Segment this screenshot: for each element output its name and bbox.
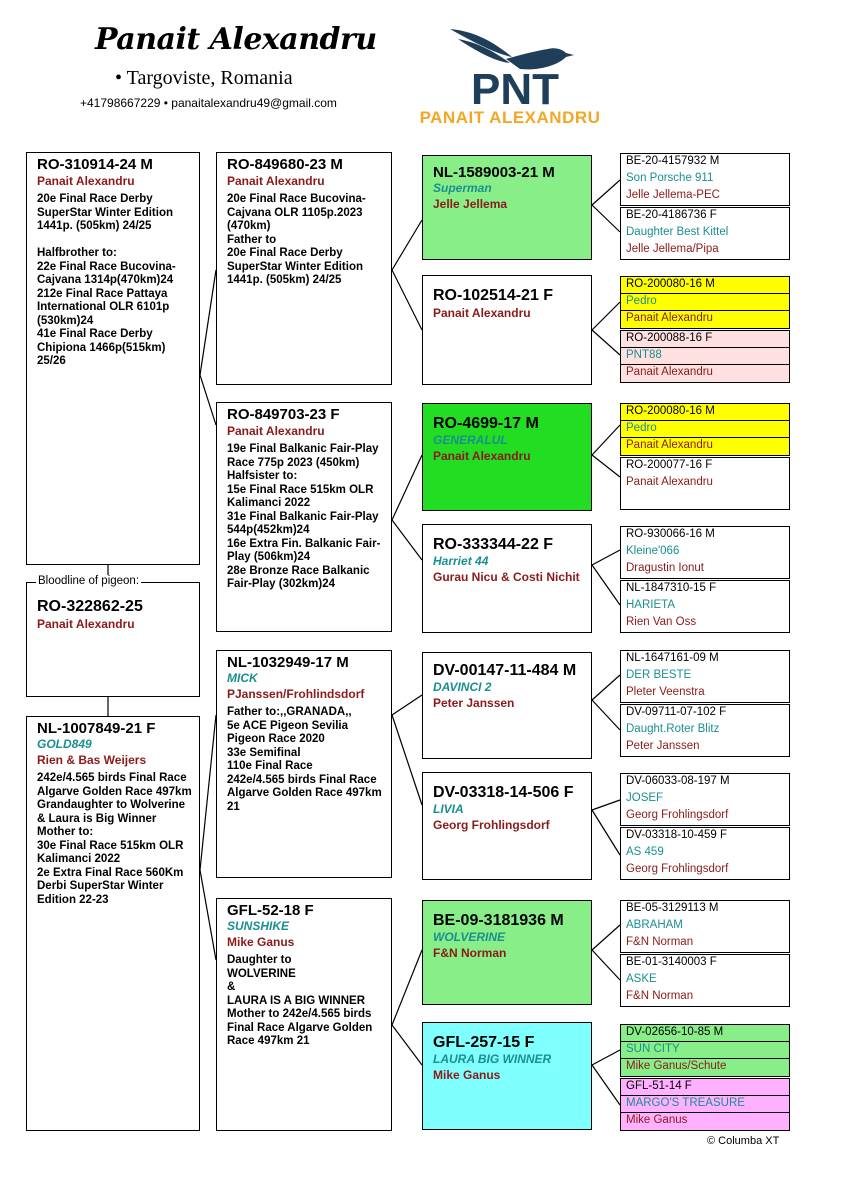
g4-card[interactable] <box>620 207 790 260</box>
dam-dam-card[interactable] <box>216 898 392 1131</box>
g4-owner: Rien Van Oss <box>626 616 697 628</box>
g3-ring: RO-4699-17 M <box>433 415 539 432</box>
sire-card[interactable] <box>216 152 392 385</box>
logo-text: PNT <box>471 65 559 107</box>
g2-ring: RO-849680-23 M <box>227 156 343 173</box>
g4-name: JOSEF <box>626 792 664 804</box>
g4-ring: RO-200080-16 M <box>621 277 789 294</box>
subject-pigeon-card[interactable] <box>26 152 200 565</box>
g4-name: DER BESTE <box>626 669 692 681</box>
subject-ring: RO-310914-24 M <box>37 156 153 173</box>
g4-card[interactable] <box>620 773 790 826</box>
g4-name <box>621 492 789 509</box>
g3-owner: F&N Norman <box>433 946 507 960</box>
g4-name: Pedro <box>621 421 789 438</box>
g3-card[interactable] <box>422 155 592 260</box>
g2-info: Daughter to WOLVERINE & LAURA IS A BIG WINNER Mother to 242e/4.565 birds Final Race Algarve Golden Race 497km 21 <box>227 954 373 1047</box>
g3-ring: DV-00147-11-484 M <box>433 662 577 679</box>
g3-card[interactable] <box>422 652 592 759</box>
g4-card[interactable] <box>620 580 790 633</box>
logo-wordmark: PANAIT ALEXANDRU <box>419 108 601 127</box>
g4-card[interactable] <box>620 526 790 579</box>
dam-owner: Rien & Bas Weijers <box>37 753 147 767</box>
g4-name: Kleine'066 <box>626 545 680 557</box>
g2-info: Father to:,,GRANADA,, 5e ACE Pigeon Sevilia Pigeon Race 2020 33e Semifinal 110e Final Race 242e/4.565 birds Final Race Algarve Golden Race 497km 21 <box>227 706 382 813</box>
g4-name: Daught.Roter Blitz <box>626 723 720 735</box>
g4-name: MARGO'S TREASURE <box>621 1096 789 1113</box>
dam-name: GOLD849 <box>37 737 92 751</box>
g3-card[interactable] <box>422 524 592 633</box>
g3-ring: BE-09-3181936 M <box>433 912 564 929</box>
dam-pigeon-card[interactable] <box>26 716 200 1131</box>
g3-name: Harriet 44 <box>433 554 489 568</box>
g4-ring: BE-20-4157932 M <box>626 155 720 167</box>
bloodline-legend: Bloodline of pigeon: <box>38 575 140 587</box>
g4-ring: DV-03318-10-459 F <box>626 829 728 841</box>
g3-owner: Peter Janssen <box>433 696 515 710</box>
g4-card[interactable] <box>620 276 790 329</box>
breeder-name: Panait Alexandru <box>95 22 377 57</box>
g2-ring: GFL-52-18 F <box>227 902 314 919</box>
g3-card[interactable] <box>422 1022 592 1130</box>
g4-card[interactable] <box>620 827 790 880</box>
g2-owner: Panait Alexandru <box>227 174 325 188</box>
g4-card[interactable] <box>620 704 790 757</box>
g4-ring: DV-09711-07-102 F <box>626 706 727 718</box>
bloodline-ring: RO-322862-25 <box>37 598 143 615</box>
g4-owner: Panait Alexandru <box>626 312 713 324</box>
g4-owner: Mike Ganus/Schute <box>626 1060 727 1072</box>
g3-owner: Jelle Jellema <box>433 197 508 211</box>
dam-info: 242e/4.565 birds Final Race Algarve Golden Race 497km Grandaughter to Wolverine & Laura is Big Winner Mother to: 30e Final Race 515km OLR Kalimanci 2022 2e Extra Final Race 560Km Derbi SuperStar Winter Edition 22-23 <box>37 772 192 906</box>
g4-card[interactable] <box>620 650 790 703</box>
g3-name: DAVINCI 2 <box>433 680 492 694</box>
sire-dam-card[interactable] <box>216 402 392 632</box>
g4-card[interactable] <box>620 900 790 953</box>
g3-owner: Georg Frohlingsdorf <box>433 818 550 832</box>
g2-ring: RO-849703-23 F <box>227 406 340 423</box>
g4-ring: BE-05-3129113 M <box>626 902 719 914</box>
g3-card[interactable] <box>422 275 592 385</box>
g4-card[interactable] <box>620 403 790 456</box>
g3-card[interactable] <box>422 772 592 880</box>
g3-card[interactable] <box>422 403 592 511</box>
g4-name: SUN CITY <box>621 1042 789 1059</box>
g4-ring: GFL-51-14 F <box>621 1079 789 1096</box>
g4-name: Son Porsche 911 <box>626 172 714 184</box>
g3-card[interactable] <box>422 900 592 1005</box>
breeder-location: • Targoviste, Romania <box>115 67 293 89</box>
g4-name: HARIETA <box>626 599 675 611</box>
g3-owner: Panait Alexandru <box>433 449 531 463</box>
g3-name: WOLVERINE <box>433 930 506 944</box>
footer-credit: © Columba XT <box>707 1135 780 1147</box>
g3-ring: NL-1589003-21 M <box>433 164 555 181</box>
bloodline-card[interactable] <box>26 582 200 697</box>
g4-owner: Dragustin Ionut <box>626 562 704 574</box>
g2-name: MICK <box>227 671 258 685</box>
g4-ring: RO-930066-16 M <box>626 528 715 540</box>
g3-name: GENERALUL <box>433 433 508 447</box>
g4-owner: Panait Alexandru <box>626 366 713 378</box>
g4-card[interactable] <box>620 457 790 510</box>
g4-owner: Pleter Veenstra <box>626 686 705 698</box>
g3-name: LAURA BIG WINNER <box>433 1052 552 1066</box>
g4-card[interactable] <box>620 954 790 1007</box>
g4-ring: DV-06033-08-197 M <box>626 775 730 787</box>
subject-info: 20e Final Race Derby SuperStar Winter Edition 1441p. (505km) 24/25 Halfbrother to: 22e Final Race Bucovina-Cajvana 1314p(470km)24 212e Final Race Pattaya International OLR 6101p (530km)24 41e Final Race Derby Chipiona 1466p(515km) 25/26 <box>37 193 176 367</box>
g2-name: SUNSHIKE <box>227 919 290 933</box>
g4-owner: Panait Alexandru <box>626 439 713 451</box>
g4-ring: BE-20-4186736 F <box>626 209 717 221</box>
g4-ring: BE-01-3140003 F <box>626 956 717 968</box>
g4-ring: RO-200077-16 F <box>626 459 713 471</box>
g4-owner: Jelle Jellema/Pipa <box>626 243 719 255</box>
dam-sire-card[interactable] <box>216 650 392 878</box>
subject-owner: Panait Alexandru <box>37 174 135 188</box>
g4-owner: Jelle Jellema-PEC <box>626 189 720 201</box>
dam-ring: NL-1007849-21 F <box>37 720 156 737</box>
g3-name: Superman <box>433 181 492 195</box>
g4-owner: F&N Norman <box>626 936 694 948</box>
g2-ring: NL-1032949-17 M <box>227 654 349 671</box>
g4-owner: Georg Frohlingsdorf <box>626 809 729 821</box>
g4-name: ASKE <box>626 973 657 985</box>
g4-owner: Mike Ganus <box>626 1114 688 1126</box>
g4-card[interactable] <box>620 1024 790 1077</box>
g4-name: PNT88 <box>621 348 789 365</box>
g4-ring: RO-200088-16 F <box>621 331 789 348</box>
g4-card[interactable] <box>620 330 790 383</box>
g3-owner: Mike Ganus <box>433 1068 501 1082</box>
g2-owner: PJanssen/Frohlindsdorf <box>227 687 365 701</box>
g3-ring: RO-333344-22 F <box>433 536 554 553</box>
g4-name: Pedro <box>621 294 789 311</box>
g3-ring: GFL-257-15 F <box>433 1034 535 1051</box>
bloodline-owner: Panait Alexandru <box>37 617 135 631</box>
breeder-contact: +41798667229 • panaitalexandru49@gmail.com <box>80 96 337 110</box>
g3-owner: Gurau Nicu & Costi Nichit <box>433 570 580 584</box>
g4-ring: NL-1647161-09 M <box>626 652 719 664</box>
g2-owner: Mike Ganus <box>227 935 295 949</box>
g2-owner: Panait Alexandru <box>227 424 325 438</box>
g3-ring: DV-03318-14-506 F <box>433 784 574 801</box>
g4-owner: Georg Frohlingsdorf <box>626 863 729 875</box>
g4-ring: NL-1847310-15 F <box>626 582 717 594</box>
g4-card[interactable] <box>620 153 790 206</box>
g4-ring: DV-02656-10-85 M <box>621 1025 789 1042</box>
g3-name: LIVIA <box>433 802 464 816</box>
g4-name: ABRAHAM <box>626 919 683 931</box>
g4-ring: RO-200080-16 M <box>621 404 789 421</box>
g3-owner: Panait Alexandru <box>433 306 531 320</box>
g2-info: 20e Final Race Bucovina-Cajvana OLR 1105p.2023 (470km) Father to 20e Final Race Derby SuperStar Winter Edition 1441p. (505km) 24/25 <box>227 193 366 286</box>
g4-card[interactable] <box>620 1078 790 1131</box>
g4-owner: F&N Norman <box>626 990 694 1002</box>
g4-owner: Peter Janssen <box>626 740 700 752</box>
g4-name: Daughter Best Kittel <box>626 226 729 238</box>
g4-name: AS 459 <box>626 846 664 858</box>
g3-ring: RO-102514-21 F <box>433 287 554 304</box>
g2-info: 19e Final Balkanic Fair-Play Race 775p 2023 (450km) Halfsister to: 15e Final Race 515km OLR Kalimanci 2022 31e Final Balkanic Fair-Play 544p(452km)24 16e Extra Fin. Balkanic Fair-Play (506km)24 28e Bronze Race Balkanic Fair-Play (302km)24 <box>227 443 381 590</box>
g4-owner: Panait Alexandru <box>626 476 713 488</box>
